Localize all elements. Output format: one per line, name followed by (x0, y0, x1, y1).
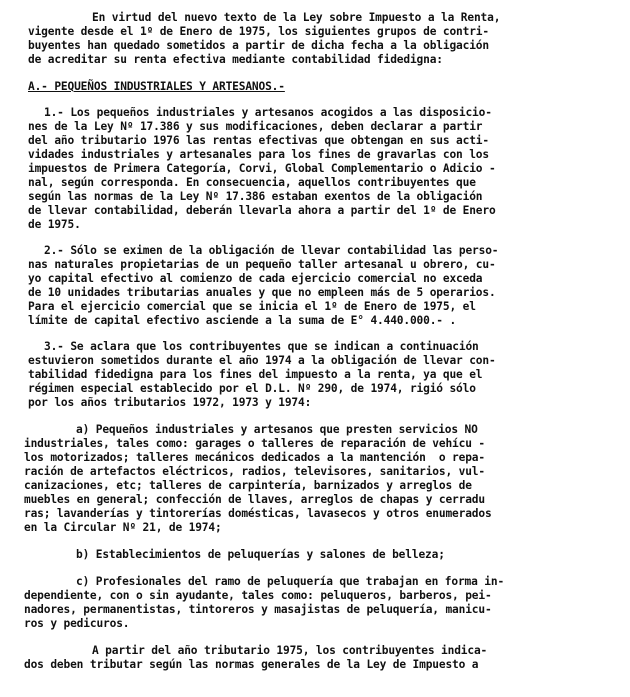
text-line: de llevar contabilidad, deberán llevarla ahora a partir del 1º de Enero (28, 204, 496, 217)
text-line: industriales, tales como: garages o talleres de reparación de vehícu - (24, 437, 485, 450)
text-line: por los años tributarios 1972, 1973 y 1974: (28, 396, 312, 409)
text-line: estuvieron sometidos durante el año 1974 a la obligación de llevar con- (28, 354, 496, 367)
text-line: nes de la Ley Nº 17.386 y sus modificaciones, deben declarar a partir (28, 120, 483, 133)
text-line: 1.- Los pequeños industriales y artesanos acogidos a las disposicio- (44, 106, 492, 119)
text-line: ras; lavanderías y tintorerías domésticas, lavasecos y otros enumerados (24, 507, 492, 520)
text-line: dependiente, con o sin ayudante, tales como: peluqueros, barberos, pei- (24, 589, 492, 602)
text-line: en la Circular Nº 21, de 1974; (24, 521, 222, 534)
text-line: c) Profesionales del ramo de peluquería que trabajan en forma in- (76, 575, 505, 588)
text-line: nas naturales propietarias de un pequeño taller artesanal u obrero, cu- (28, 258, 496, 271)
text-line: 2.- Sólo se eximen de la obligación de llevar contabilidad las perso- (44, 244, 499, 257)
text-line: impuestos de Primera Categoría, Corvi, Global Complementario o Adicio - (28, 162, 496, 175)
text-line: tabilidad fidedigna para los fines del impuesto a la renta, ya que el (28, 368, 483, 381)
section-title: A.- PEQUEÑOS INDUSTRIALES Y ARTESANOS.- (28, 80, 285, 93)
text-line: a) Pequeños industriales y artesanos que presten servicios NO (76, 423, 478, 436)
text-line: del año tributario 1976 las rentas efectivas que obtengan en sus acti- (28, 134, 489, 147)
text-line: muebles en general; confección de llaves, arreglos de chapas y cerradu (24, 493, 485, 506)
text-line: nadores, permanentistas, tintoreros y masajistas de peluquería, manicu- (24, 603, 492, 616)
text-line: vigente desde el 1º de Enero de 1975, los siguientes grupos de contri- (28, 25, 489, 38)
text-line: límite de capital efectivo asciende a la suma de E° 4.440.000.- . (28, 314, 457, 327)
text-line: A partir del año tributario 1975, los contribuyentes indica- (92, 644, 488, 657)
text-line: canizaciones, etc; talleres de carpintería, barnizados y arreglos de (24, 479, 472, 492)
text-line: En virtud del nuevo texto de la Ley sobre Impuesto a la Renta, (92, 11, 501, 24)
text-line: ros y pedicuros. (24, 617, 130, 630)
text-line: yo capital efectivo al comienzo de cada ejercicio comercial no exceda (28, 272, 483, 285)
text-line: los motorizados; talleres mecánicos dedicados a la mantención o repa- (24, 451, 485, 464)
text-line: 3.- Se aclara que los contribuyentes que se indican a continuación (44, 340, 479, 353)
text-line: de acreditar su renta efectiva mediante contabilidad fidedigna: (28, 53, 443, 66)
text-line: régimen especial establecido por el D.L. Nº 290, de 1974, rigió sólo (28, 382, 476, 395)
text-line: dos deben tributar según las normas generales de la Ley de Impuesto a (24, 658, 479, 671)
text-line: vidades industriales y artesanales para los fines de gravarlas con los (28, 148, 489, 161)
text-line: ración de artefactos eléctricos, radios, televisores, sanitarios, vul- (24, 465, 485, 478)
text-line: según las normas de la Ley Nº 17.386 estaban exentos de la obligación (28, 190, 483, 203)
text-line: nal, según corresponda. En consecuencia, aquellos contribuyentes que (28, 176, 476, 189)
text-line: b) Establecimientos de peluquerías y salones de belleza; (76, 548, 445, 561)
text-line: de 1975. (28, 218, 81, 231)
text-line: Para el ejercicio comercial que se inicia el 1º de Enero de 1975, el (28, 300, 476, 313)
text-line: de 10 unidades tributarias anuales y que no empleen más de 5 operarios. (28, 286, 496, 299)
text-line: buyentes han quedado sometidos a partir de dicha fecha a la obligación (28, 39, 489, 52)
